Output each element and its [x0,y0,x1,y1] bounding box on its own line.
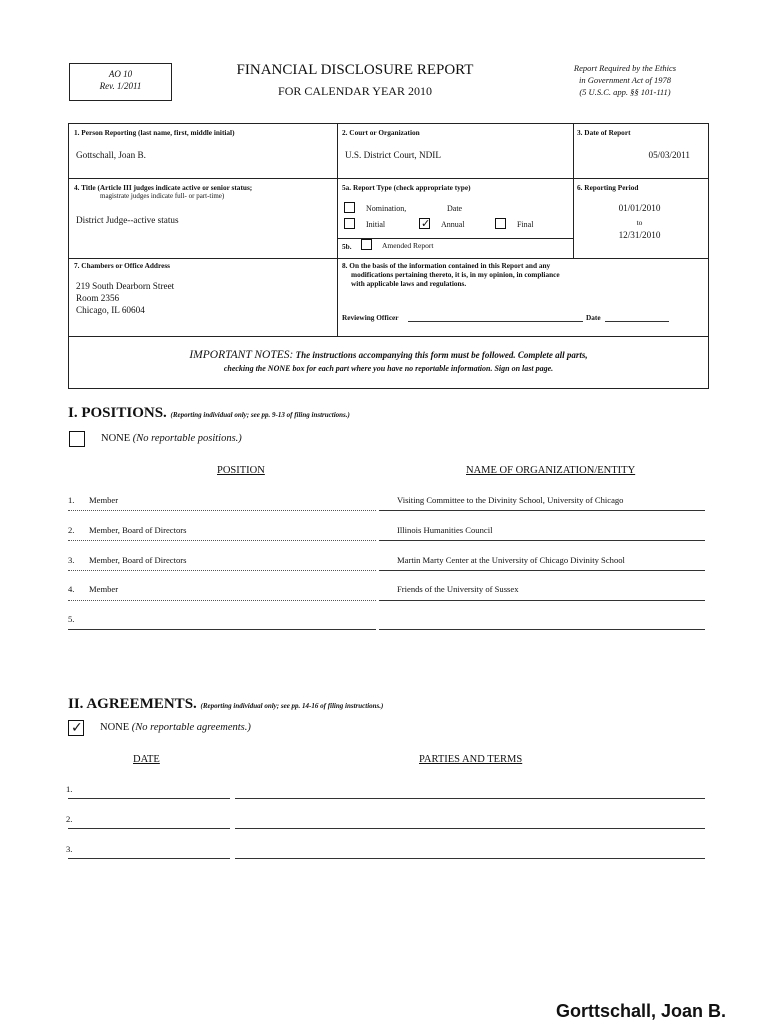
position-line [68,510,376,511]
important-notes [69,349,708,361]
final-label: Final [517,220,534,229]
certification-label-1: 8. On the basis of the information contained in this Report and any [342,261,551,270]
agreements-hint: (Reporting individual only; see pp. 14-16 of filing instructions.) [200,702,384,710]
organization-cell: Friends of the University of Sussex [397,584,519,594]
form-rule [69,258,708,259]
organization-line [379,540,705,541]
parties-column-header: PARTIES AND TERMS [419,754,523,765]
nomination-checkbox[interactable] [344,202,355,213]
initial-label: Initial [366,220,386,229]
form-rule [337,238,573,239]
organization-cell: Visiting Committee to the Divinity School, University of Chicago [397,495,624,505]
row-number: 2. [66,814,73,824]
date-of-report-label: 3. Date of Report [577,128,631,137]
address-line-2: Room 2356 [76,293,120,303]
organization-cell: Illinois Humanities Council [397,525,493,535]
organization-line [379,629,705,630]
agreements-none-word: NONE [100,722,130,733]
positions-none-label [101,433,242,444]
title-value: District Judge--active status [76,215,179,225]
organization-line [379,570,705,571]
title-label-sub: magistrate judges indicate full- or part-time) [100,192,225,200]
agreements-none-checkbox[interactable] [68,720,84,736]
position-line [68,600,376,601]
row-number: 5. [68,614,75,624]
important-notes-lead: IMPORTANT NOTES: [189,349,294,361]
ethics-act-note-3: (5 U.S.C. app. §§ 101-111) [579,87,671,97]
annual-label: Annual [441,220,465,229]
person-reporting-label: 1. Person Reporting (last name, first, middle initial) [74,128,235,137]
date-column-header: DATE [133,754,160,765]
reporting-period-end: 12/31/2010 [618,230,661,240]
footer-filer-name: Gorttschall, Joan B. [555,1001,726,1021]
court-value: U.S. District Court, NDIL [345,150,441,160]
ethics-act-note-1: Report Required by the Ethics [573,63,677,73]
row-number: 1. [66,784,73,794]
person-reporting-value: Gottschall, Joan B. [76,150,146,160]
position-cell: Member, Board of Directors [89,525,187,535]
agreements-none-paren: (No reportable agreements.) [131,722,251,733]
reviewing-officer-label: Reviewing Officer [342,313,399,322]
ao-form-box [69,63,172,101]
certification-label-2: modifications pertaining thereto, it is, in my opinion, in compliance [351,270,560,279]
organization-line [379,510,705,511]
important-notes-line-1: The instructions accompanying this form must be followed. Complete all parts, [295,350,588,360]
position-line [68,540,376,541]
amended-section-label: 5b. [342,242,352,251]
reporting-period-label: 6. Reporting Period [577,183,639,192]
annual-checkbox[interactable] [419,218,430,229]
form-rule [69,178,708,179]
position-cell: Member [89,584,119,594]
date-line [68,798,230,799]
position-column-header: POSITION [217,465,265,476]
position-cell: Member [89,495,119,505]
check-icon: ✓ [421,217,431,230]
initial-checkbox[interactable] [344,218,355,229]
check-icon: ✓ [71,720,83,736]
positions-none-checkbox[interactable] [69,431,85,447]
position-line [68,570,376,571]
positions-section-title [68,405,350,422]
nomination-label: Nomination, [366,204,407,213]
agreements-heading: II. AGREEMENTS. [68,696,197,712]
important-notes-line-2: checking the NONE box for each part where you have no reportable information. Sign on last page. [223,364,554,373]
chambers-address-label: 7. Chambers or Office Address [74,261,171,270]
positions-heading: I. POSITIONS. [68,405,167,421]
position-cell: Member, Board of Directors [89,555,187,565]
row-number: 1. [68,495,75,505]
certification-label-3: with applicable laws and regulations. [351,279,467,288]
review-date-label: Date [586,313,601,322]
report-title: FINANCIAL DISCLOSURE REPORT [236,62,474,78]
positions-hint: (Reporting individual only; see pp. 9-13 of filing instructions.) [170,411,350,419]
report-info-form [68,123,709,389]
reviewing-officer-signature-line[interactable] [408,321,583,322]
address-line-3: Chicago, IL 60604 [76,305,145,315]
court-label: 2. Court or Organization [342,128,420,137]
row-number: 2. [68,525,75,535]
form-rule [69,336,708,337]
organization-column-header: NAME OF ORGANIZATION/ENTITY [466,465,636,476]
row-number: 4. [68,584,75,594]
parties-line [235,828,705,829]
organization-cell: Martin Marty Center at the University of Chicago Divinity School [397,555,625,565]
row-number: 3. [68,555,75,565]
agreements-none-label [100,722,251,733]
reporting-period-start: 01/01/2010 [618,203,661,213]
final-checkbox[interactable] [495,218,506,229]
amended-label: Amended Report [382,241,434,250]
position-line [68,629,376,630]
row-number: 3. [66,844,73,854]
title-label: 4. Title (Article III judges indicate active or senior status; [74,183,253,192]
ao-form-number: AO 10 [108,69,133,79]
amended-checkbox[interactable] [361,239,372,250]
date-of-report-value: 05/03/2011 [648,150,690,160]
form-rule [337,124,338,336]
address-line-1: 219 South Dearborn Street [76,281,175,291]
positions-none-paren: (No reportable positions.) [132,433,242,444]
date-line [68,858,230,859]
form-rule [573,124,574,258]
organization-line [379,600,705,601]
report-type-label: 5a. Report Type (check appropriate type) [342,183,471,192]
positions-none-word: NONE [101,433,131,444]
date-line [68,828,230,829]
nomination-date-label: Date [447,204,463,213]
review-date-line[interactable] [605,321,669,322]
parties-line [235,798,705,799]
reporting-period-to: to [636,218,643,227]
agreements-section-title [68,696,383,713]
ethics-act-note-2: in Government Act of 1978 [579,75,671,85]
parties-line [235,858,705,859]
report-subtitle: FOR CALENDAR YEAR 2010 [278,84,432,98]
ao-revision: Rev. 1/2011 [99,81,142,91]
